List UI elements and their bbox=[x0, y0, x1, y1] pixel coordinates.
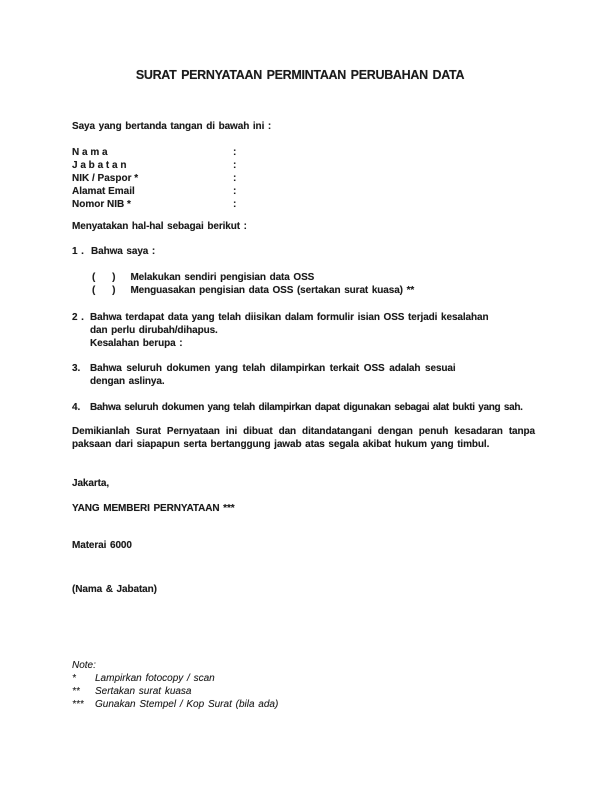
option-label: Melakukan sendiri pengisian data OSS bbox=[130, 272, 315, 283]
statement-lead: Menyatakan hal-hal sebagai berikut : bbox=[72, 221, 247, 232]
note-marker: ** bbox=[72, 686, 80, 697]
field-row-nik-paspor bbox=[72, 172, 362, 185]
note-heading: Note: bbox=[72, 660, 96, 671]
item4-number: 4. bbox=[72, 402, 81, 413]
note-item-3 bbox=[72, 698, 278, 711]
note-text: Lampirkan fotocopy / scan bbox=[95, 673, 215, 684]
signature-city: Jakarta, bbox=[72, 478, 110, 489]
option-row-self bbox=[92, 271, 314, 284]
page-title: SURAT PERNYATAAN PERMINTAAN PERUBAHAN DATA bbox=[135, 68, 465, 82]
note-text: Sertakan surat kuasa bbox=[95, 686, 192, 697]
item1-number: 1 . bbox=[72, 246, 84, 257]
field-colon: : bbox=[233, 160, 237, 171]
note-item-1 bbox=[72, 672, 215, 685]
checkbox-placeholder: ( ) bbox=[92, 272, 121, 283]
signature-declarer: YANG MEMBERI PERNYATAAN *** bbox=[72, 503, 235, 514]
intro-line: Saya yang bertanda tangan di bawah ini : bbox=[72, 121, 272, 132]
field-label: N a m a bbox=[72, 147, 108, 158]
field-label: J a b a t a n bbox=[72, 160, 127, 171]
note-marker: *** bbox=[72, 699, 84, 710]
closing-line1: Demikianlah Surat Pernyataan ini dibuat dan ditandatangani dengan penuh kesadaran tanpa bbox=[72, 426, 535, 437]
field-row-email bbox=[72, 185, 362, 198]
item3-line1: Bahwa seluruh dokumen yang telah dilampirkan terkait OSS adalah sesuai bbox=[90, 363, 456, 374]
field-colon: : bbox=[233, 199, 237, 210]
option-row-delegate bbox=[92, 284, 414, 297]
item2-number: 2 . bbox=[72, 312, 84, 323]
field-colon: : bbox=[233, 147, 237, 158]
signature-name-placeholder: (Nama & Jabatan) bbox=[72, 584, 157, 595]
note-marker: * bbox=[72, 673, 76, 684]
field-colon: : bbox=[233, 173, 237, 184]
field-label: Alamat Email bbox=[72, 186, 135, 197]
item2-line2: dan perlu dirubah/dihapus. bbox=[90, 325, 218, 336]
field-row-nib bbox=[72, 198, 362, 211]
signature-stamp: Materai 6000 bbox=[72, 540, 132, 551]
item4-text: Bahwa seluruh dokumen yang telah dilampirkan dapat digunakan sebagai alat bukti yang sah. bbox=[90, 402, 523, 413]
field-row-jabatan bbox=[72, 159, 362, 172]
note-item-2 bbox=[72, 685, 192, 698]
item2-line1: Bahwa terdapat data yang telah diisikan dalam formulir isian OSS terjadi kesalahan bbox=[90, 312, 489, 323]
checkbox-placeholder: ( ) bbox=[92, 285, 121, 296]
item3-line2: dengan aslinya. bbox=[90, 376, 165, 387]
field-label: NIK / Paspor * bbox=[72, 173, 139, 184]
item1-text: Bahwa saya : bbox=[91, 246, 156, 257]
note-text: Gunakan Stempel / Kop Surat (bila ada) bbox=[95, 699, 279, 710]
field-label: Nomor NIB * bbox=[72, 199, 131, 210]
closing-line2: paksaan dari siapapun serta bertanggung jawab atas segala akibat hukum yang timbul. bbox=[72, 439, 490, 450]
option-label: Menguasakan pengisian data OSS (sertakan surat kuasa) ** bbox=[130, 285, 415, 296]
item3-number: 3. bbox=[72, 363, 81, 374]
field-row-nama bbox=[72, 146, 362, 159]
item2-line3: Kesalahan berupa : bbox=[90, 338, 183, 349]
field-colon: : bbox=[233, 186, 237, 197]
